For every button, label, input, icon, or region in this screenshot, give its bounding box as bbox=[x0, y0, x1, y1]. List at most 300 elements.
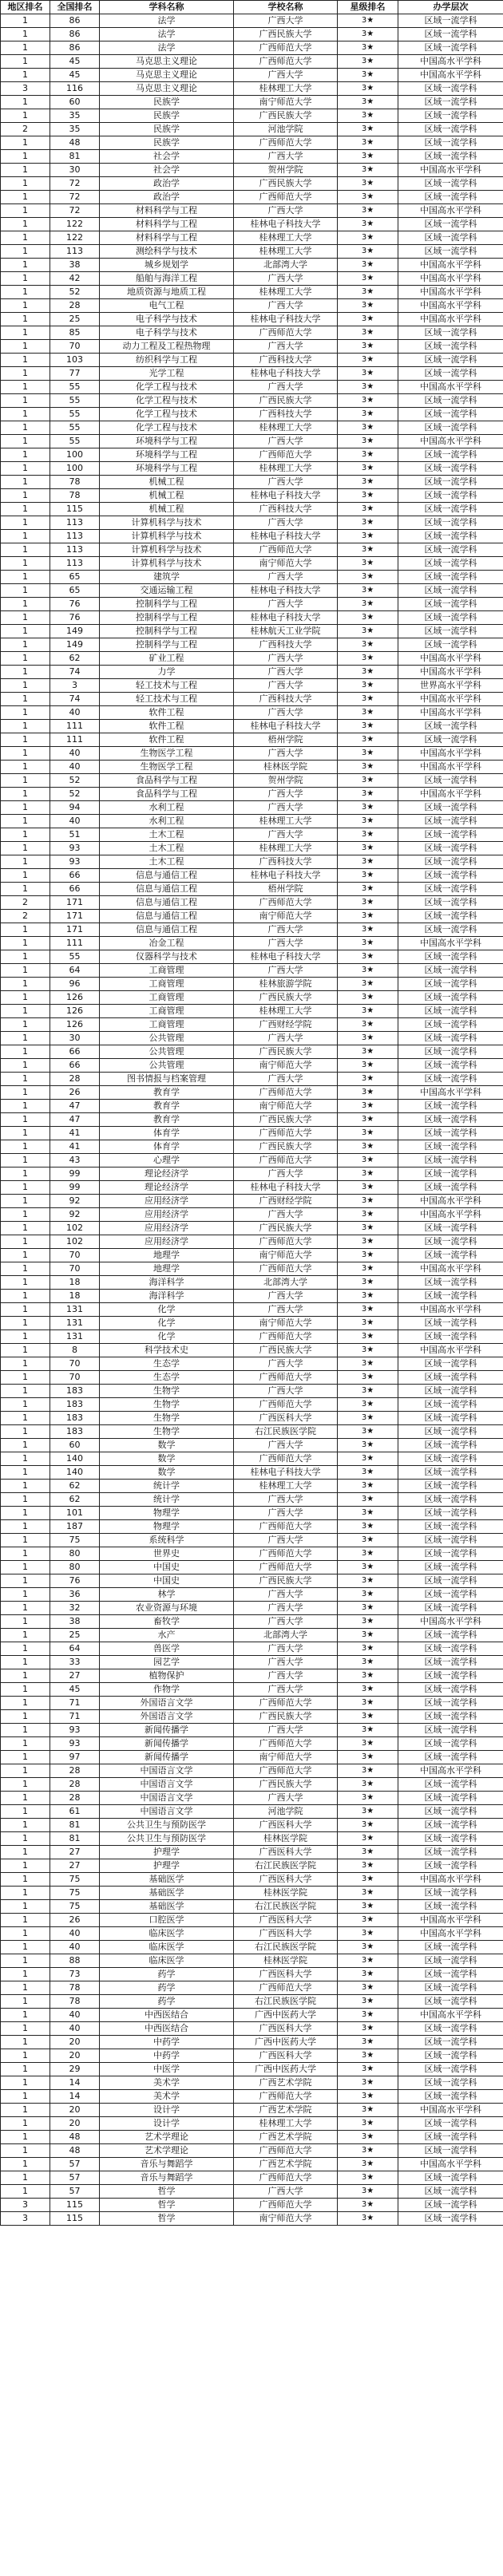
level-cell: 区域一流学科 bbox=[398, 1113, 503, 1127]
star-rank-cell: 3★ bbox=[338, 2158, 398, 2171]
school-cell: 贺州学院 bbox=[234, 774, 338, 788]
region-rank-cell: 1 bbox=[1, 1764, 50, 1778]
star-rank-cell: 3★ bbox=[338, 1317, 398, 1330]
discipline-cell: 教育学 bbox=[100, 1113, 234, 1127]
level-cell: 中国高水平学科 bbox=[398, 272, 503, 286]
discipline-cell: 海洋科学 bbox=[100, 1276, 234, 1290]
level-cell: 区域一流学科 bbox=[398, 1547, 503, 1561]
national-rank-cell: 103 bbox=[50, 354, 100, 367]
region-rank-cell: 1 bbox=[1, 761, 50, 774]
star-rank-cell: 3★ bbox=[338, 448, 398, 462]
national-rank-cell: 81 bbox=[50, 1819, 100, 1832]
national-rank-cell: 126 bbox=[50, 1005, 100, 1018]
national-rank-cell: 171 bbox=[50, 896, 100, 910]
star-rank-cell: 3★ bbox=[338, 638, 398, 652]
school-cell: 广西大学 bbox=[234, 1534, 338, 1547]
national-rank-cell: 72 bbox=[50, 177, 100, 191]
discipline-cell: 法学 bbox=[100, 41, 234, 55]
star-rank-cell: 3★ bbox=[338, 2212, 398, 2226]
school-cell: 广西大学 bbox=[234, 1493, 338, 1507]
level-cell: 区域一流学科 bbox=[398, 448, 503, 462]
star-rank-cell: 3★ bbox=[338, 1819, 398, 1832]
school-cell: 广西师范大学 bbox=[234, 55, 338, 69]
discipline-cell: 信息与通信工程 bbox=[100, 896, 234, 910]
discipline-cell: 心理学 bbox=[100, 1154, 234, 1167]
school-cell: 广西师范大学 bbox=[234, 1330, 338, 1344]
level-cell: 区域一流学科 bbox=[398, 109, 503, 123]
level-cell: 中国高水平学科 bbox=[398, 1208, 503, 1222]
school-cell: 广西中医药大学 bbox=[234, 2009, 338, 2022]
school-cell: 广西民族大学 bbox=[234, 1574, 338, 1588]
region-rank-cell: 3 bbox=[1, 82, 50, 96]
level-cell: 区域一流学科 bbox=[398, 2199, 503, 2212]
national-rank-cell: 25 bbox=[50, 313, 100, 326]
level-cell: 中国高水平学科 bbox=[398, 1764, 503, 1778]
region-rank-cell: 1 bbox=[1, 435, 50, 448]
discipline-cell: 纺织科学与工程 bbox=[100, 354, 234, 367]
level-cell: 区域一流学科 bbox=[398, 1792, 503, 1805]
discipline-cell: 地理学 bbox=[100, 1262, 234, 1276]
table-row bbox=[1, 774, 503, 788]
region-rank-cell: 1 bbox=[1, 1819, 50, 1832]
discipline-cell: 公共管理 bbox=[100, 1045, 234, 1059]
level-cell: 区域一流学科 bbox=[398, 1032, 503, 1045]
star-rank-cell: 3★ bbox=[338, 828, 398, 842]
level-cell: 区域一流学科 bbox=[398, 2212, 503, 2226]
school-cell: 广西师范大学 bbox=[234, 2144, 338, 2158]
level-cell: 区域一流学科 bbox=[398, 1005, 503, 1018]
school-cell: 广西财经学院 bbox=[234, 1018, 338, 1032]
star-rank-cell: 3★ bbox=[338, 706, 398, 720]
school-cell: 桂林理工大学 bbox=[234, 231, 338, 245]
star-rank-cell: 3★ bbox=[338, 788, 398, 801]
national-rank-cell: 66 bbox=[50, 883, 100, 896]
school-cell: 桂林理工大学 bbox=[234, 245, 338, 259]
level-cell: 区域一流学科 bbox=[398, 1330, 503, 1344]
star-rank-cell: 3★ bbox=[338, 1167, 398, 1181]
region-rank-cell: 1 bbox=[1, 1357, 50, 1371]
discipline-cell: 美术学 bbox=[100, 2090, 234, 2104]
discipline-cell: 统计学 bbox=[100, 1493, 234, 1507]
star-rank-cell: 3★ bbox=[338, 1371, 398, 1385]
level-cell: 中国高水平学科 bbox=[398, 2158, 503, 2171]
region-rank-cell: 1 bbox=[1, 2049, 50, 2063]
level-cell: 区域一流学科 bbox=[398, 828, 503, 842]
region-rank-cell: 1 bbox=[1, 1045, 50, 1059]
region-rank-cell: 1 bbox=[1, 1981, 50, 1995]
star-rank-cell: 3★ bbox=[338, 408, 398, 421]
discipline-cell: 计算机科学与技术 bbox=[100, 530, 234, 543]
level-cell: 中国高水平学科 bbox=[398, 435, 503, 448]
school-cell: 桂林电子科技大学 bbox=[234, 530, 338, 543]
school-cell: 右江民族医学院 bbox=[234, 1900, 338, 1914]
school-cell: 桂林理工大学 bbox=[234, 1005, 338, 1018]
table-row bbox=[1, 828, 503, 842]
national-rank-cell: 40 bbox=[50, 1927, 100, 1941]
star-rank-cell: 3★ bbox=[338, 1100, 398, 1113]
table-row bbox=[1, 1615, 503, 1629]
star-rank-cell: 3★ bbox=[338, 1493, 398, 1507]
discipline-cell: 药学 bbox=[100, 1995, 234, 2009]
national-rank-cell: 52 bbox=[50, 788, 100, 801]
national-rank-cell: 40 bbox=[50, 1941, 100, 1954]
region-rank-cell: 1 bbox=[1, 1032, 50, 1045]
national-rank-cell: 171 bbox=[50, 910, 100, 923]
star-rank-cell: 3★ bbox=[338, 1710, 398, 1724]
discipline-cell: 哲学 bbox=[100, 2212, 234, 2226]
region-rank-cell: 1 bbox=[1, 964, 50, 978]
level-cell: 区域一流学科 bbox=[398, 1412, 503, 1425]
discipline-cell: 政治学 bbox=[100, 177, 234, 191]
national-rank-cell: 88 bbox=[50, 1954, 100, 1968]
level-cell: 区域一流学科 bbox=[398, 1724, 503, 1737]
table-row bbox=[1, 299, 503, 313]
region-rank-cell: 1 bbox=[1, 2090, 50, 2104]
discipline-cell: 动力工程及工程热物理 bbox=[100, 340, 234, 354]
region-rank-cell: 2 bbox=[1, 910, 50, 923]
national-rank-cell: 18 bbox=[50, 1290, 100, 1303]
school-cell: 广西民族大学 bbox=[234, 1113, 338, 1127]
level-cell: 区域一流学科 bbox=[398, 1018, 503, 1032]
region-rank-cell: 1 bbox=[1, 1751, 50, 1764]
region-rank-cell: 1 bbox=[1, 1778, 50, 1792]
star-rank-cell: 3★ bbox=[338, 557, 398, 571]
region-rank-cell: 1 bbox=[1, 1208, 50, 1222]
star-rank-cell: 3★ bbox=[338, 625, 398, 638]
school-cell: 桂林理工大学 bbox=[234, 815, 338, 828]
table-row bbox=[1, 1357, 503, 1371]
star-rank-cell: 3★ bbox=[338, 1941, 398, 1954]
region-rank-cell: 1 bbox=[1, 231, 50, 245]
school-cell: 广西师范大学 bbox=[234, 1764, 338, 1778]
region-rank-cell: 1 bbox=[1, 136, 50, 150]
national-rank-cell: 40 bbox=[50, 706, 100, 720]
level-cell: 区域一流学科 bbox=[398, 2049, 503, 2063]
star-rank-cell: 3★ bbox=[338, 1724, 398, 1737]
level-cell: 区域一流学科 bbox=[398, 923, 503, 937]
school-cell: 广西大学 bbox=[234, 150, 338, 164]
table-row bbox=[1, 1954, 503, 1968]
star-rank-cell: 3★ bbox=[338, 1235, 398, 1249]
discipline-cell: 化学 bbox=[100, 1330, 234, 1344]
national-rank-cell: 45 bbox=[50, 69, 100, 82]
discipline-cell: 音乐与舞蹈学 bbox=[100, 2171, 234, 2185]
region-rank-cell: 1 bbox=[1, 720, 50, 733]
national-rank-cell: 52 bbox=[50, 286, 100, 299]
region-rank-cell: 1 bbox=[1, 571, 50, 584]
table-row bbox=[1, 788, 503, 801]
table-row bbox=[1, 937, 503, 950]
region-rank-cell: 1 bbox=[1, 1995, 50, 2009]
region-rank-cell: 1 bbox=[1, 1154, 50, 1167]
discipline-cell: 轻工技术与工程 bbox=[100, 679, 234, 693]
star-rank-cell: 3★ bbox=[338, 747, 398, 761]
national-rank-cell: 48 bbox=[50, 2131, 100, 2144]
region-rank-cell: 1 bbox=[1, 1086, 50, 1100]
school-cell: 广西民族大学 bbox=[234, 1222, 338, 1235]
level-cell: 区域一流学科 bbox=[398, 1859, 503, 1873]
region-rank-cell: 1 bbox=[1, 1113, 50, 1127]
school-cell: 北部湾大学 bbox=[234, 1276, 338, 1290]
school-cell: 广西师范大学 bbox=[234, 2171, 338, 2185]
discipline-cell: 环境科学与工程 bbox=[100, 435, 234, 448]
star-rank-cell: 3★ bbox=[338, 1507, 398, 1520]
national-rank-cell: 93 bbox=[50, 1724, 100, 1737]
star-rank-cell: 3★ bbox=[338, 1900, 398, 1914]
table-row bbox=[1, 1629, 503, 1642]
star-rank-cell: 3★ bbox=[338, 720, 398, 733]
table-row bbox=[1, 503, 503, 516]
table-row bbox=[1, 408, 503, 421]
star-rank-cell: 3★ bbox=[338, 299, 398, 313]
school-cell: 广西大学 bbox=[234, 2185, 338, 2199]
region-rank-cell: 1 bbox=[1, 177, 50, 191]
star-rank-cell: 3★ bbox=[338, 1073, 398, 1086]
school-cell: 广西民族大学 bbox=[234, 991, 338, 1005]
discipline-cell: 计算机科学与技术 bbox=[100, 557, 234, 571]
star-rank-cell: 3★ bbox=[338, 869, 398, 883]
level-cell: 区域一流学科 bbox=[398, 1588, 503, 1602]
table-row bbox=[1, 191, 503, 204]
table-row bbox=[1, 1425, 503, 1439]
level-cell: 区域一流学科 bbox=[398, 1100, 503, 1113]
discipline-cell: 设计学 bbox=[100, 2117, 234, 2131]
discipline-cell: 矿业工程 bbox=[100, 652, 234, 666]
discipline-cell: 新闻传播学 bbox=[100, 1724, 234, 1737]
star-rank-cell: 3★ bbox=[338, 693, 398, 706]
national-rank-cell: 93 bbox=[50, 842, 100, 855]
level-cell: 区域一流学科 bbox=[398, 2076, 503, 2090]
school-cell: 广西大学 bbox=[234, 69, 338, 82]
national-rank-cell: 126 bbox=[50, 991, 100, 1005]
region-rank-cell: 1 bbox=[1, 1914, 50, 1927]
school-cell: 广西师范大学 bbox=[234, 1127, 338, 1140]
national-rank-cell: 70 bbox=[50, 1262, 100, 1276]
table-row bbox=[1, 1249, 503, 1262]
star-rank-cell: 3★ bbox=[338, 1222, 398, 1235]
region-rank-cell: 1 bbox=[1, 788, 50, 801]
school-cell: 广西大学 bbox=[234, 1073, 338, 1086]
discipline-cell: 民族学 bbox=[100, 96, 234, 109]
level-cell: 区域一流学科 bbox=[398, 1222, 503, 1235]
star-rank-cell: 3★ bbox=[338, 1344, 398, 1357]
school-cell: 右江民族医学院 bbox=[234, 1859, 338, 1873]
level-cell: 中国高水平学科 bbox=[398, 2009, 503, 2022]
region-rank-cell: 1 bbox=[1, 652, 50, 666]
table-row bbox=[1, 272, 503, 286]
table-row bbox=[1, 1262, 503, 1276]
star-rank-cell: 3★ bbox=[338, 543, 398, 557]
table-row bbox=[1, 584, 503, 598]
school-cell: 广西师范大学 bbox=[234, 1697, 338, 1710]
national-rank-cell: 27 bbox=[50, 1846, 100, 1859]
national-rank-cell: 74 bbox=[50, 666, 100, 679]
school-cell: 广西师范大学 bbox=[234, 448, 338, 462]
national-rank-cell: 113 bbox=[50, 530, 100, 543]
discipline-cell: 力学 bbox=[100, 666, 234, 679]
discipline-cell: 临床医学 bbox=[100, 1927, 234, 1941]
discipline-cell: 工商管理 bbox=[100, 1018, 234, 1032]
star-rank-cell: 3★ bbox=[338, 666, 398, 679]
school-cell: 南宁师范大学 bbox=[234, 1249, 338, 1262]
star-rank-cell: 3★ bbox=[338, 1045, 398, 1059]
school-cell: 广西师范大学 bbox=[234, 41, 338, 55]
star-rank-cell: 3★ bbox=[338, 1018, 398, 1032]
national-rank-cell: 75 bbox=[50, 1534, 100, 1547]
level-cell: 区域一流学科 bbox=[398, 41, 503, 55]
header-row bbox=[1, 1, 503, 14]
level-cell: 区域一流学科 bbox=[398, 1846, 503, 1859]
school-cell: 桂林电子科技大学 bbox=[234, 218, 338, 231]
star-rank-cell: 3★ bbox=[338, 978, 398, 991]
star-rank-cell: 3★ bbox=[338, 394, 398, 408]
level-cell: 区域一流学科 bbox=[398, 896, 503, 910]
table-row bbox=[1, 2076, 503, 2090]
star-rank-cell: 3★ bbox=[338, 2117, 398, 2131]
national-rank-cell: 35 bbox=[50, 123, 100, 136]
table-row bbox=[1, 204, 503, 218]
school-cell: 广西师范大学 bbox=[234, 1981, 338, 1995]
school-cell: 广西医科大学 bbox=[234, 1873, 338, 1887]
star-rank-cell: 3★ bbox=[338, 761, 398, 774]
level-cell: 区域一流学科 bbox=[398, 96, 503, 109]
school-cell: 广西大学 bbox=[234, 1385, 338, 1398]
table-row bbox=[1, 1819, 503, 1832]
region-rank-cell: 2 bbox=[1, 896, 50, 910]
discipline-cell: 外国语言文学 bbox=[100, 1697, 234, 1710]
level-cell: 中国高水平学科 bbox=[398, 1927, 503, 1941]
star-rank-cell: 3★ bbox=[338, 2076, 398, 2090]
national-rank-cell: 111 bbox=[50, 720, 100, 733]
school-cell: 广西师范大学 bbox=[234, 1154, 338, 1167]
discipline-cell: 畜牧学 bbox=[100, 1615, 234, 1629]
star-rank-cell: 3★ bbox=[338, 109, 398, 123]
level-cell: 区域一流学科 bbox=[398, 340, 503, 354]
region-rank-cell: 3 bbox=[1, 2199, 50, 2212]
school-cell: 右江民族医学院 bbox=[234, 1941, 338, 1954]
level-cell: 区域一流学科 bbox=[398, 14, 503, 28]
table-row bbox=[1, 625, 503, 638]
level-cell: 中国高水平学科 bbox=[398, 747, 503, 761]
school-cell: 桂林电子科技大学 bbox=[234, 950, 338, 964]
discipline-cell: 公共卫生与预防医学 bbox=[100, 1819, 234, 1832]
region-rank-cell: 1 bbox=[1, 1859, 50, 1873]
region-rank-cell: 1 bbox=[1, 421, 50, 435]
table-row bbox=[1, 1385, 503, 1398]
level-cell: 区域一流学科 bbox=[398, 1629, 503, 1642]
star-rank-cell: 3★ bbox=[338, 991, 398, 1005]
national-rank-cell: 27 bbox=[50, 1669, 100, 1683]
school-cell: 广西科技大学 bbox=[234, 408, 338, 421]
discipline-cell: 电子科学与技术 bbox=[100, 313, 234, 326]
star-rank-cell: 3★ bbox=[338, 584, 398, 598]
national-rank-cell: 140 bbox=[50, 1466, 100, 1480]
region-rank-cell: 1 bbox=[1, 2063, 50, 2076]
region-rank-cell: 1 bbox=[1, 1900, 50, 1914]
table-row bbox=[1, 747, 503, 761]
national-rank-cell: 92 bbox=[50, 1208, 100, 1222]
national-rank-cell: 78 bbox=[50, 489, 100, 503]
discipline-cell: 中国史 bbox=[100, 1561, 234, 1574]
national-rank-cell: 96 bbox=[50, 978, 100, 991]
level-cell: 区域一流学科 bbox=[398, 150, 503, 164]
national-rank-cell: 75 bbox=[50, 1887, 100, 1900]
national-rank-cell: 131 bbox=[50, 1330, 100, 1344]
star-rank-cell: 3★ bbox=[338, 1547, 398, 1561]
region-rank-cell: 1 bbox=[1, 164, 50, 177]
discipline-cell: 建筑学 bbox=[100, 571, 234, 584]
region-rank-cell: 1 bbox=[1, 2185, 50, 2199]
national-rank-cell: 8 bbox=[50, 1344, 100, 1357]
table-row bbox=[1, 28, 503, 41]
star-rank-cell: 3★ bbox=[338, 204, 398, 218]
level-cell: 区域一流学科 bbox=[398, 2131, 503, 2144]
level-cell: 区域一流学科 bbox=[398, 950, 503, 964]
region-rank-cell: 1 bbox=[1, 1968, 50, 1981]
table-row bbox=[1, 259, 503, 272]
level-cell: 区域一流学科 bbox=[398, 543, 503, 557]
table-row bbox=[1, 1751, 503, 1764]
school-cell: 桂林电子科技大学 bbox=[234, 869, 338, 883]
school-cell: 广西民族大学 bbox=[234, 1140, 338, 1154]
table-row bbox=[1, 910, 503, 923]
national-rank-cell: 48 bbox=[50, 2144, 100, 2158]
school-cell: 广西艺术学院 bbox=[234, 2158, 338, 2171]
level-cell: 区域一流学科 bbox=[398, 2171, 503, 2185]
national-rank-cell: 43 bbox=[50, 1154, 100, 1167]
discipline-cell: 城乡规划学 bbox=[100, 259, 234, 272]
star-rank-cell: 3★ bbox=[338, 1398, 398, 1412]
school-cell: 广西大学 bbox=[234, 299, 338, 313]
level-cell: 区域一流学科 bbox=[398, 1887, 503, 1900]
national-rank-cell: 111 bbox=[50, 937, 100, 950]
discipline-cell: 环境科学与工程 bbox=[100, 448, 234, 462]
national-rank-cell: 28 bbox=[50, 299, 100, 313]
table-row bbox=[1, 1344, 503, 1357]
region-rank-cell: 1 bbox=[1, 1534, 50, 1547]
school-cell: 广西民族大学 bbox=[234, 1778, 338, 1792]
school-cell: 贺州学院 bbox=[234, 164, 338, 177]
table-row bbox=[1, 1561, 503, 1574]
star-rank-cell: 3★ bbox=[338, 1805, 398, 1819]
star-rank-cell: 3★ bbox=[338, 2104, 398, 2117]
discipline-cell: 材料科学与工程 bbox=[100, 218, 234, 231]
region-rank-cell: 1 bbox=[1, 1317, 50, 1330]
table-row bbox=[1, 543, 503, 557]
region-rank-cell: 1 bbox=[1, 679, 50, 693]
table-row bbox=[1, 1154, 503, 1167]
star-rank-cell: 3★ bbox=[338, 2009, 398, 2022]
table-row bbox=[1, 1588, 503, 1602]
school-cell: 桂林理工大学 bbox=[234, 421, 338, 435]
discipline-cell: 控制科学与工程 bbox=[100, 611, 234, 625]
discipline-cell: 信息与通信工程 bbox=[100, 910, 234, 923]
level-cell: 区域一流学科 bbox=[398, 1561, 503, 1574]
table-row bbox=[1, 421, 503, 435]
discipline-cell: 药学 bbox=[100, 1981, 234, 1995]
star-rank-cell: 3★ bbox=[338, 476, 398, 489]
level-cell: 区域一流学科 bbox=[398, 638, 503, 652]
region-rank-cell: 1 bbox=[1, 815, 50, 828]
region-rank-cell: 1 bbox=[1, 448, 50, 462]
level-cell: 世界高水平学科 bbox=[398, 679, 503, 693]
school-cell: 广西大学 bbox=[234, 1602, 338, 1615]
level-cell: 区域一流学科 bbox=[398, 774, 503, 788]
level-cell: 中国高水平学科 bbox=[398, 299, 503, 313]
region-rank-cell: 1 bbox=[1, 354, 50, 367]
star-rank-cell: 3★ bbox=[338, 96, 398, 109]
star-rank-cell: 3★ bbox=[338, 1466, 398, 1480]
